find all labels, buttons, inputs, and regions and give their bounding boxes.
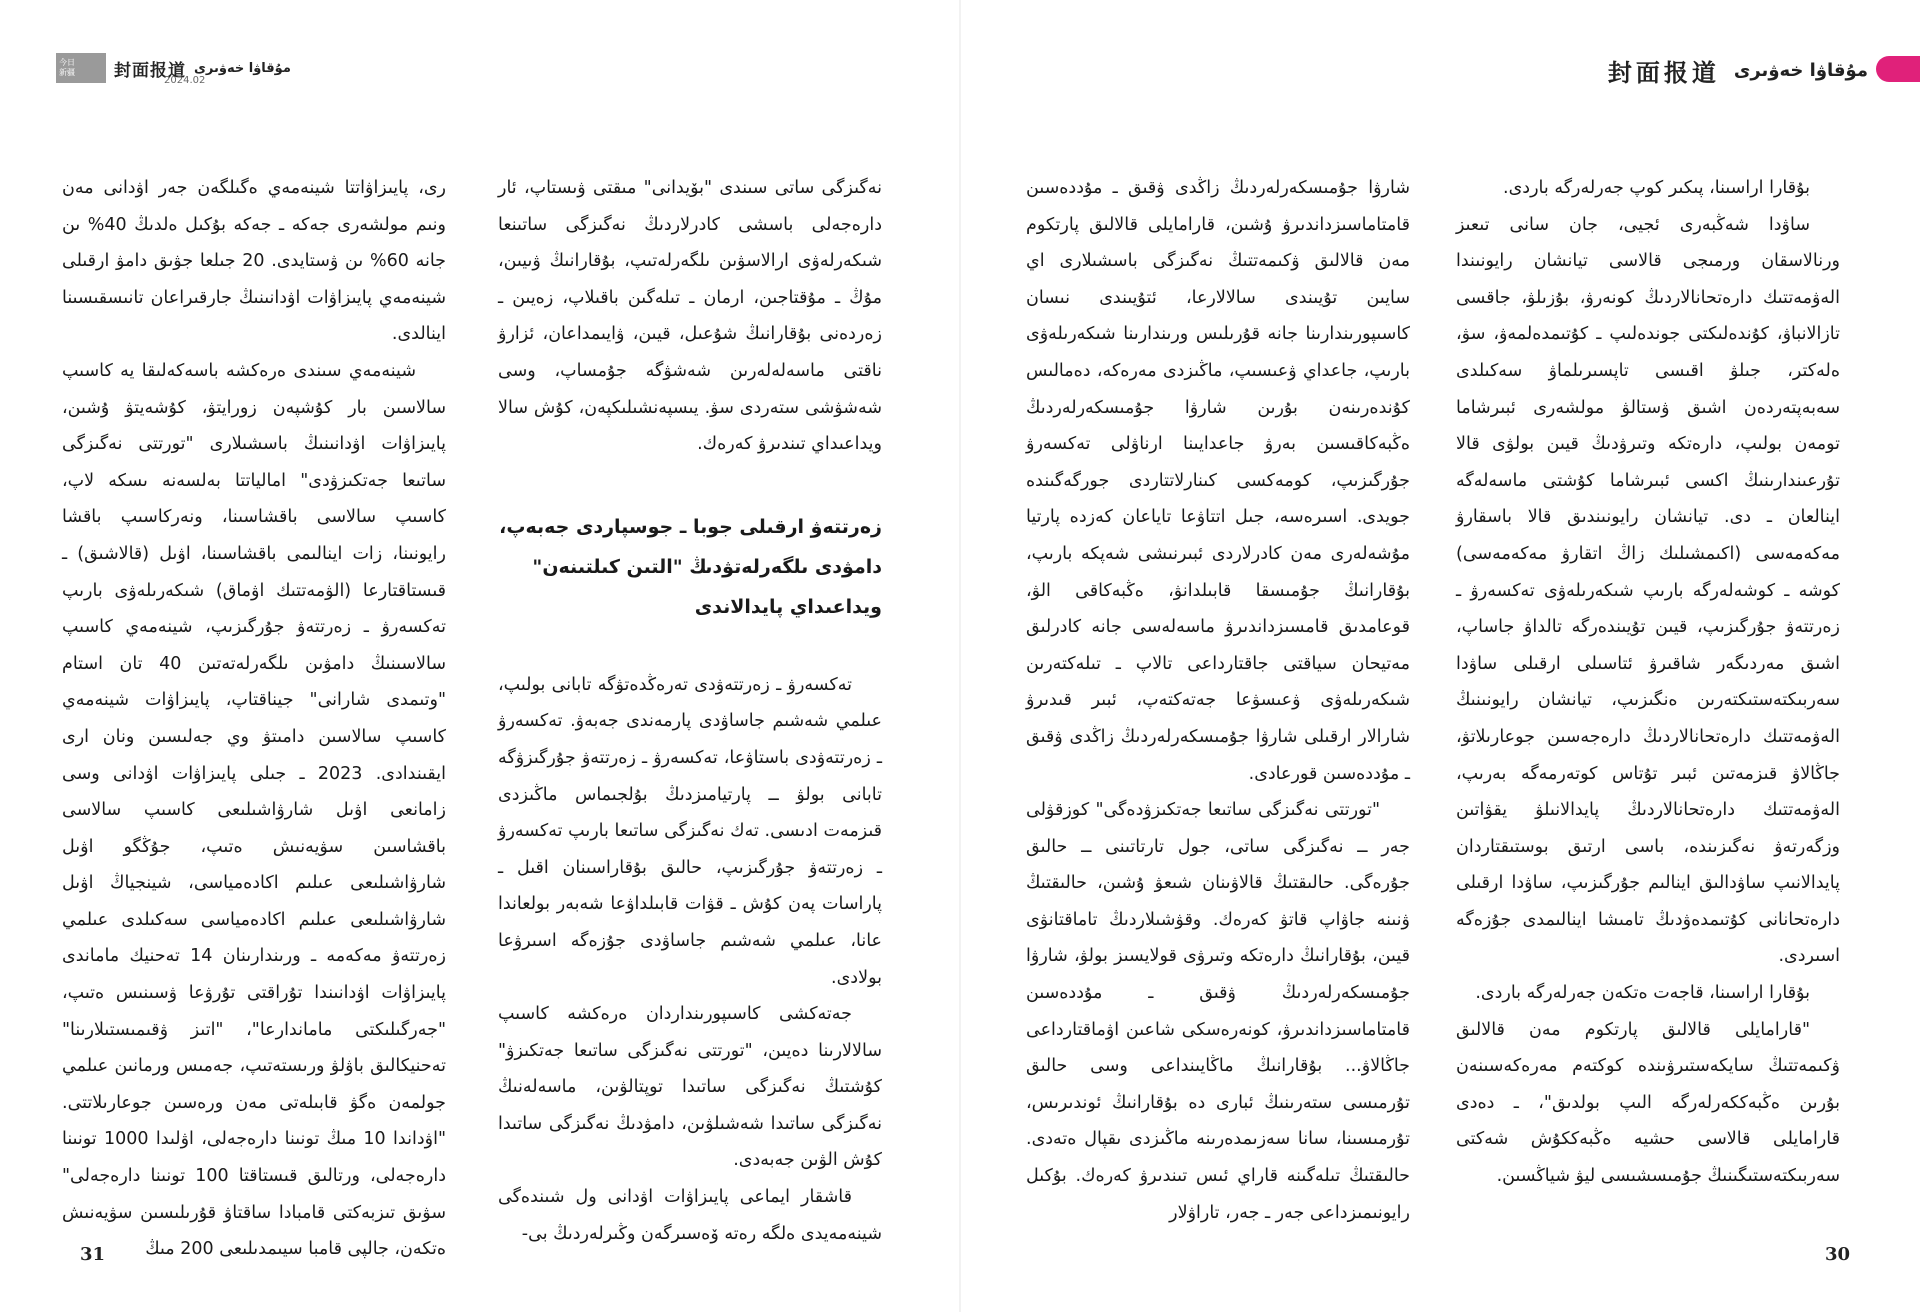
section-color-tab [1876,56,1920,82]
issue-date: 2024.02 [164,75,206,86]
paragraph: بۇقارا اراسىنا، پىكىر كوپ جەرلەرگە باردى. [1503,178,1810,198]
paragraph: رى، پايىزاۋاتتا شينەمەي ەگىلگەن جەر اۋدانى مەن ونىم مولشەرى جەكە ـ جەكە بۇكىل ەلدىڭ 40% ىن جانە 60% ىن ۋستايدى. 20 جىلعا جۋىق دامۋ ارقىلى شينەمەي پايىزاۋات اۋدانىنىڭ جارقىراعان تانىسقىسىنا اينالدى. [62,178,446,345]
right-page-column-left [1026,170,1410,1240]
paragraph: تەكسەرۋ ـ زەرتتەۋدى تەرەڭدەتۋگە تابانى بولىپ، عىلمي شەشىم جاساۋدى پارمەندى جەبەۋ. تەكسەرۋ ـ زەرتتەۋدى باستاۋعا، تەكسەرۋ ـ زەرتتەۋ جۇرگىزۋگە تابانى بولۋ ــ پارتيامىزدىڭ بۇلجىماس ماڭىزدى قىزمەت ادىسى. تەك نەگىزگى ساتىعا بارىپ تەكسەرۋ ـ زەرتتەۋ جۇرگىزىپ، حالىق بۇقاراسىنان اقىل ـ پاراسات پەن كۇش ـ قۋات قابىلداۋعا شەبەر بولعاندا عانا، عىلمي شەشىم جاساۋدى جۇزەگە اسىرۋعا بولادى. [498,674,882,988]
left-page-column-right [498,170,882,1244]
logo-line-1: 今日 [59,58,75,67]
section-title-zh: 封面报道 [114,60,186,81]
right-page-header [1608,52,1868,88]
logo-line-2: 新疆 [59,68,75,77]
paragraph: جەتەكشى كاسىپورىنداردان ەرەكشە كاسىپ سالالارىنا دەيىن، "تورتتى نەگىزگى ساتىعا جەتكىزۋ" كۇشتىڭ نەگىزگى ساتىدا توپتالۋىن، ماسەلەنىڭ نەگىزگى ساتىدا شەشىلۋىن، دامۋدىڭ نەگىزگى ساتىدا كۇش الۋىن جەبەدى. [498,1004,882,1171]
paragraph: شينەمەي سىندى ەرەكشە باسەكەلىقا يە كاسىپ سالاسىن بار كۇشپەن زورايتۋ، كۇشەيتۋ ۇشىن، پايىزاۋات اۋدانىنىڭ باسشىلارى "تورتتى نەگىزگى ساتىعا جەتكىزۋدى" امالياتتا بەلسەنە ىسكە لاپ، كاسىپ سالاسى باقشاسىنا، ونەركاسىپ باقشا رايونىنا، زات اينالىمى باقشاسىنا، اۋىل (قالاشىق) ـ قىستاقتارعا (الۋمەتتىك اۋماق) شىكەرىلەۋى بارىپ تەكسەرۋ ـ زەرتتەۋ جۇرگىزىپ، شينەمەي كاسىپ سالاسىنىڭ دامۋىن ىلگەرلەتەتىن 40 تان استام "وتىمدى شارانى" جيناقتاپ، پايىزاۋات شينەمەي كاسىپ سالاسىن دامىتۋ وي جەلىسىن ونان ارى ايقىندادى. 2023 ـ جىلى پايىزاۋات اۋدانى وسى زامانعى اۋىل شارۋاشىلىعى كاسىپ سالاسى باقشاسىن سۋيەنىش ەتىپ، جۇڭگو اۋىل شارۋاشىلىعى عىلىم اكادەمياسى، شينجياڭ اۋىل شارۋاشىلىعى عىلىم اكادەمياسى سەكىلدى عىلمي زەرتتەۋ مەكەمە ـ ورىندارىنان 14 تەحنيك ماماندى پايىزاۋات اۋدانىندا تۇراقتى تۇرۋعا ۋسىنىس ەتىپ، "جەرگىلىكتى ماماندارعا"، "اتىز ۋقىمىستىلارىنا" تەحنيكالىق باۋلۋ ورىستەتىپ، جەمىس ورمانىن عىلمي جولمەن ەگۋ قابىلەتى مەن ورەسىن جوعارىلاتتى. "اۋداندا 10 مىڭ تونىنا دارەجەلى، اۋلىدا 1000 تونىنا دارەجەلى، ورتالىق قىستاقتا 100 تونىنا دارەجەلى" سۋىق تىزبەكتى قامبادا ساقتاۋ قۇرىلىسىن سۋيەنىش ەتكەن، جالپى قامبا سيىمدىلىعى 200 مىڭ [62,360,447,1260]
paragraph: ساۋدا شەڭبەرى ئجيى، جان سانى تىعىز ورنالاسقان ورمىجى قالاسى تيانشان رايونىندا الەۋمەتتىك دارەتحانالاردىڭ كونەرۋ، بۇزىلۋ، جاقسى تازالانباۋ، كۇندەلىكتى جوندەلىپ ـ كۇتىمدەلمەۋ، سۋ، ەلەكتر، جىلۋ اقىسى تاپسىرىلماۋ سەكىلدى سەبەپتەردەن اشىق ۋستالۋ مولشەرى ئبىرشاما تومەن بولىپ، دارەتكە وتىرۋدىڭ قيىن بولۋى قالا تۇرعىندارىنىڭ اكسى ئبىرشاما كۇشتى ماسەلەگە اينالعان ـ دى. تيانشان رايونىندىق قالا باسقارۋ مەكەمەسى (اكىمشىلىك زاڭ اتقارۋ مەكەمەسى) كوشە ـ كوشەلەرگە بارىپ شىكەرىلەۋى تەكسەرۋ ـ زەرتتەۋ جۇرگىزىپ، قيىن تۇيىندەرگە تالداۋ جاساپ، اشىق مەردىگەر شاقىرۋ ئتاسىلى ارقىلى ساۋدا سەربىكتەستىكتەرىن ەنگىزىپ، تيانشان رايونىنىڭ الەۋمەتتىك دارەتحانالاردىڭ دارەجەسىن جوعارىلاتۋ، جاڭالاۋ قىزمەتىن ئبىر تۇتاس كوتەرمەگە بەرىپ، الەۋمەتتىك دارەتحانالاردىڭ پايدالانىلۋ يقۋاتىن وزگەرتەۋ نەگىزىندە، باسى ارتىق بوستىقتاردان پايدالانىپ ساۋدالىق اينالىم جۇرگىزىپ، ساۋدا ارقىلى دارەتحانانى كۇتىمدەۋدىڭ تامىشا اينالىمدى جۇزەگە اسىردى. [1456,214,1840,967]
paragraph: بۇقارا اراسىنا، قاجەت ەتكەن جەرلەرگە باردى. [1475,983,1810,1004]
magazine-logo [56,53,106,83]
paragraph: نەگىزگى ساتى سىندى "بۆيدانى" مىقتى ۋىستاپ، ئار دارەجەلى باسشى كادرلاردىڭ نەگىزگى ساتىنعا شىكەرلەۋى ارالاسۋىن ىلگەرلەتىپ، بۇقارانىڭ ۋىيىن، مۇڭ ـ مۇقتاجىن، ارمان ـ تىلەگىن باقىلاپ، زەيىن ـ زەردەنى بۇقارانىڭ شۇعىل، قيىن، ۋايىمداعان، ئزارۋ ناقتى ماسەلەلەرىن شەشۋگە جۇمساپ، وسى شەشۋشى ستەردى سۋ. يىسپەنشىلىكپەن، كۇش سالا ويداعىداي تىندىرۋ كەرەك. [498,178,882,455]
section-title-zh: 封面报道 [1607,57,1720,87]
page-number: 31 [80,1244,106,1265]
right-page [960,0,1920,1312]
paragraph: "تورتتى نەگىزگى ساتىعا جەتكىزۋدەگى" كوزقۋلى جەر ــ نەگىزگى ساتى، جول تارتاتىنى ــ حالىق جۇرەگى. حالىقتىڭ قالاۋىنان شىعۋ ۇشىن، حالىقتىڭ ۋنىنە جاۋاپ قاتۋ كەرەك. وقۋشىلاردىڭ تاماقتانۋى قيىن، بۇقارانىڭ دارەتكە وتىرۋى قولايسىز بولۋ، شارۋا جۇمىسكەرلەردىڭ ۋقىق ـ مۇددەسىن قامتاماسىزداندىرۋ، كونەرەسكى شاعىن اۋماقتارداعى جاڭالاۋ... بۇقارانىڭ ماڭايىنداعى وسى حالىق تۇرمىسى ستەرىنىڭ ئبارى دە بۇقارانىڭ ئوندىرىس، تۇرمىسىنا، سانا سەزىمدەرىنە ماڭىزدى ىقپال ەتەدى. حالىقتىڭ تىلەگىنە قاراي ئىس تىندىرۋ كەرەك. بۇكىل رايونىمىزداعى جەر ـ جەر، تاراۋلار [1026,800,1410,1223]
section-heading: زەرتتەۋ ارقىلى جوبا ـ جوسپاردى جەبەپ، دامۋدى ىلگەرلەتۋدىڭ "التىن كىلتىنەن" ويداعىداي پايدالاندى [499,515,882,618]
paragraph: "قارامايلى قالالىق پارتكوم مەن قالالىق ۋكىمەتتىڭ سايكەستىرۋىندە كوكتەم مەرەكەسىنەن بۇرىن ەڭبەككەرلەرگە الىپ بولدىق"، ـ دەدى قارامايلى قالاسى حشيە ەڭبەككۇش شەكتى سەربىكتەستىگىنىڭ جۇمىسشىسى ليۋ شياڭسىن. [1456,1019,1840,1187]
page-number: 30 [1824,1244,1850,1265]
paragraph: قاشقار ايماعى پايىزاۋات اۋدانى ول شىندەگى شينەمەيدى ەلگە رەتە ۆەسىرگەن وڭىرلەردىڭ بى- [498,1187,882,1244]
left-page-header [56,52,291,84]
section-title-ug: مۇقاۋا خەۋىرى [1733,59,1868,81]
paragraph: شارۋا جۇمىسكەرلەردىڭ زاڭدى ۋقىق ـ مۇددەسىن قامتاماسىزداندىرۋ ۇشىن، قارامايلى قالالىق پارتكوم مەن قالالىق ۋكىمەتتىڭ نەگىزگى باسشىلارى اي سايىن تۇيىندى سالالارعا، ئتۇيىندى نىسان كاسىپورىندارىنا جانە قۇرىلىس ورىندارىنا شىكەرىلەۋى بارىپ، جاعداي ۋعىسىپ، ماڭىزدى مەرەكە، دەمالىس كۇندەرىنەن بۇرىن شارۋا جۇمىسكەرلەردىڭ ەڭبەكاقىسىن بەرۋ جاعدايىنا ارناۋلى تەكسەرۋ جۇرگىزىپ، كومەكسى كىنارلاتتاردى جورگەگىندە جويدى. اسىرەسە، جىل اتتاۋعا تاياعان كەزدە پارتيا مۇشەلەرى مەن كادرلاردى ئبىرنىشى شەپكە بارىپ، بۇقارانىڭ جۇمىسقا قابىلدانۋ، ەڭبەكاقى الۋ، قوعامدىق قامسىزداندىرۋ ماسەلەسى جانە كادرلىق مەتيحان سياقتى جاقتارداعى تالاپ ـ تىلەكتەرىن شىكەرىلەۋى ۋعىسۋعا جەتەكتەپ، ئبىر قىدىرۋ شارالار ارقىلى شارۋا جۇمىسكەرلەردىڭ زاڭدى ۋقىق ـ مۇددەسىن قورعادى. [1026,178,1410,784]
section-title-ug: مۇقاۋا خەۋىرى [194,60,291,76]
right-page-column-right [1456,170,1840,1240]
